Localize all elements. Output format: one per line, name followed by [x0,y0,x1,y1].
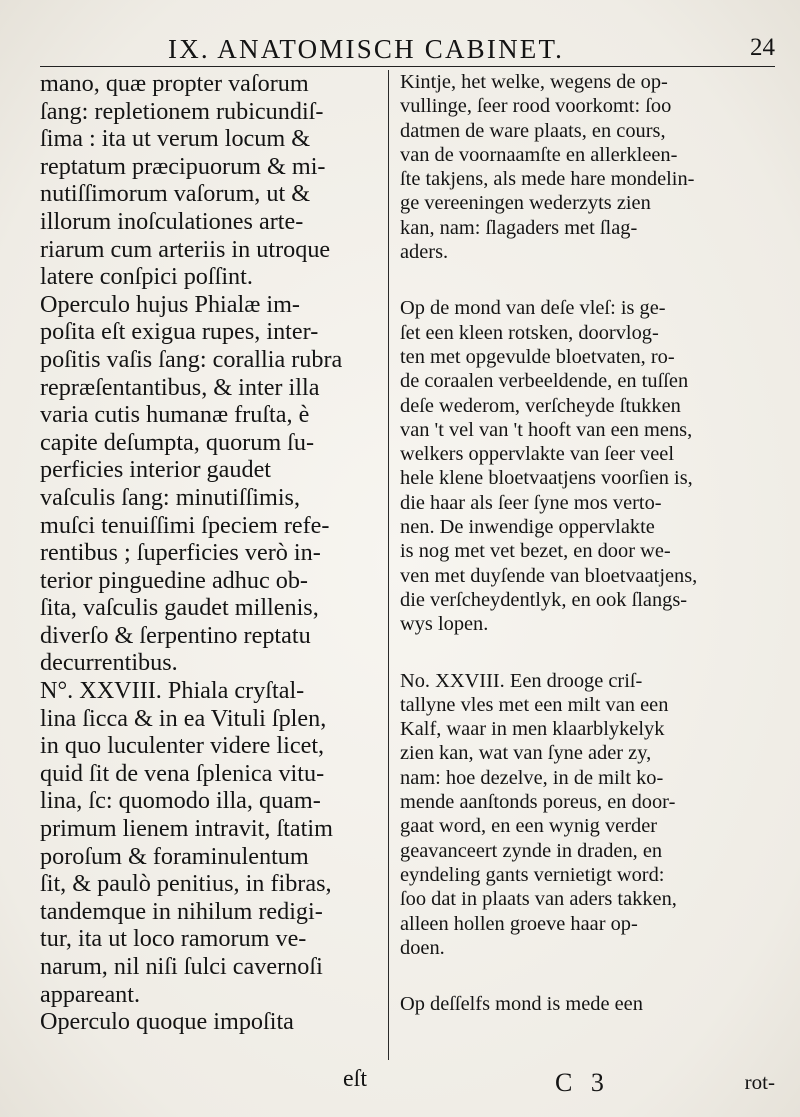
text-line: appareant. [40,980,141,1008]
text-line: terior pinguedine adhuc ob- [40,566,308,594]
text-line: hele klene bloetvaatjens voorſien is, [400,467,693,490]
text-line: mano, quæ propter vaſorum [40,70,309,97]
page-header [40,34,775,68]
text-line: welkers oppervlakte van ſeer veel [400,443,675,466]
text-line: poroſum & foraminulentum [40,842,309,870]
text-line: reptatum præcipuorum & mi- [40,152,326,180]
text-line: N°. XXVIII. Phiala cryſtal- [40,677,305,705]
text-line: kan, nam: ſlagaders met ſlag- [400,216,638,239]
dutch-catchword: rot- [744,1070,775,1094]
text-line: riarum cum arteriis in utroque [40,235,331,263]
text-line: ſita, vaſculis gaudet millenis, [40,594,319,622]
latin-catchword: eſt [343,1066,367,1092]
text-line: nutiſſimorum vaſorum, ut & [40,180,311,208]
text-line: Operculo quoque impoſita [40,1008,294,1036]
text-line: capite deſumpta, quorum ſu- [40,428,315,456]
page-footer [40,1066,775,1106]
text-line: datmen de ware plaats, en cours, [400,119,666,142]
text-line: primum lienem intravit, ſtatim [40,815,333,843]
text-line: wys lopen. [400,613,489,636]
text-line: alleen hollen groeve haar op- [400,912,638,935]
text-line: de coraalen verbeeldende, en tuſſen [400,370,689,393]
text-line: ſit, & paulò penitius, in fibras, [40,870,332,898]
text-line: gaat word, en een wynig verder [400,815,658,838]
text-line: vullinge, ſeer rood voorkomt: ſoo [400,95,672,118]
text-line: poſitis vaſis ſang: corallia rubra [40,345,343,373]
text-line: varia cutis humanæ fruſta, è [40,401,310,429]
text-line: eyndeling gants vernietigt word: [400,863,665,886]
header-rule [40,66,775,67]
text-line: nam: hoe dezelve, in de milt ko- [400,766,664,789]
text-line: ten met opgevulde bloetvaten, ro- [400,345,675,368]
text-line: poſita eſt exigua rupes, inter- [40,318,319,346]
text-line: van 't vel van 't hooft van een mens, [400,418,693,441]
text-line: tur, ita ut loco ramorum ve- [40,925,307,953]
text-line: mende aanſtonds poreus, en door- [400,791,676,814]
text-line: van de voornaamſte en allerkleen- [400,143,678,166]
text-line: ſang: repletionem rubicundiſ- [40,97,324,125]
text-line: zien kan, wat van ſyne ader zy, [400,742,652,765]
text-line: nen. De inwendige oppervlakte [400,516,655,539]
text-line: quid ſit de vena ſplenica vitu- [40,759,325,787]
text-line: Kintje, het welke, wegens de op- [400,71,668,93]
text-line: Kalf, waar in men klaarblykelyk [400,718,665,741]
text-line: illorum inoſculationes arte- [40,207,304,235]
text-line: tandemque in nihilum redigi- [40,897,323,925]
text-line: Operculo hujus Phialæ im- [40,290,300,318]
text-line: rentibus ; ſuperficies verò in- [40,539,321,567]
text-line: ſoo dat in plaats van aders takken, [400,888,677,911]
text-line: lina ſicca & in ea Vituli ſplen, [40,704,327,732]
text-line: diverſo & ſerpentino reptatu [40,621,311,649]
text-line: latere conſpici poſſint. [40,263,253,291]
page-number: 24 [750,34,775,61]
text-line: ſima : ita ut verum locum & [40,125,311,153]
text-line: repræſentantibus, & inter illa [40,373,320,401]
text-line: in quo luculenter videre licet, [40,732,325,760]
text-line: ſet een kleen rotsken, doorvlog- [400,321,659,344]
text-line: aders. [400,241,449,264]
signature-mark: C 3 [555,1068,610,1097]
text-line: narum, nil niſi ſulci cavernoſi [40,953,323,980]
column-divider [388,70,389,1060]
text-line: Op deſſelfs mond is mede een [400,993,643,1016]
text-line: decurrentibus. [40,649,178,677]
text-line: ge vereeningen wederzyts zien [400,192,651,215]
dutch-column [400,70,770,1016]
latin-column [40,70,378,1036]
paragraph-gap [400,960,770,992]
text-line: geavanceert zynde in draden, en [400,839,663,862]
text-line: vaſculis ſang: minutiſſimis, [40,483,301,511]
text-line: deſe wederom, verſcheyde ſtukken [400,394,681,417]
text-line: tallyne vles met een milt van een [400,693,669,716]
text-line: perficies interior gaudet [40,456,272,484]
text-line: muſci tenuiſſimi ſpeciem refe- [40,511,330,539]
text-line: doen. [400,936,445,959]
text-line: die verſcheydentlyk, en ook ſlangs- [400,588,688,611]
text-line: lina, ſc: quomodo illa, quam- [40,787,321,815]
text-line: die haar als ſeer ſyne mos verto- [400,491,662,514]
text-line: Op de mond van deſe vleſ: is ge- [400,297,666,320]
text-line: No. XXVIII. Een drooge criſ- [400,669,643,692]
running-title: IX. ANATOMISCH CABINET. [168,34,565,64]
text-line: ven met duyſende van bloetvaatjens, [400,564,698,587]
text-line: ſte takjens, als mede hare mondelin- [400,168,695,191]
paragraph-gap [400,637,770,669]
paragraph-gap [400,264,770,296]
text-line: is nog met vet bezet, en door we- [400,540,671,563]
